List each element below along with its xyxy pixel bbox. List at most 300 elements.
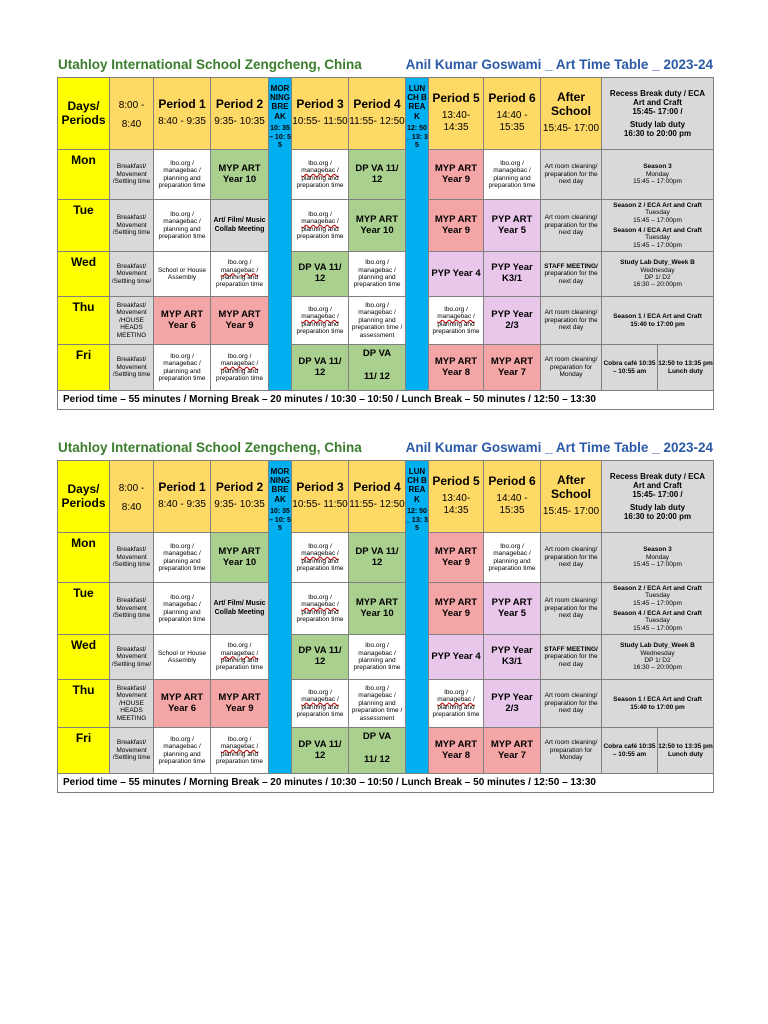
assembly-cell: School or House Assembly — [154, 635, 211, 680]
planning-cell — [349, 252, 406, 297]
study-lab-cell — [602, 635, 714, 680]
staff-meeting-text: preparation for the next day — [544, 270, 598, 285]
day-label: Thu — [58, 297, 110, 345]
managebac-text: managebac / — [301, 696, 339, 704]
class-cell: MYP ART Year 10 — [349, 583, 406, 635]
ibo-text: Ibo.org / — [444, 688, 468, 696]
table-row-fri — [58, 345, 714, 391]
timetable-copy-1 — [57, 57, 713, 410]
season-day: Tuesday — [645, 592, 670, 600]
school-name: Utahloy International School Zengcheng, China — [58, 57, 362, 72]
art-room-cell: Art room cleaning/ preparation for Monday — [541, 728, 602, 774]
first-slot-header — [110, 461, 154, 533]
managebac-text: managebac / — [358, 692, 396, 700]
planning-cell — [349, 680, 406, 728]
planning-text: planning and preparation time — [216, 367, 263, 382]
planning-text: planning and preparation time — [158, 557, 206, 572]
planning-text: planning and preparation time — [488, 174, 536, 189]
timetable-header — [57, 57, 713, 77]
season-time: 15:40 to 17:00 pm — [630, 320, 685, 328]
managebac-text: managebac / — [358, 649, 396, 657]
school-name: Utahloy International School Zengcheng, China — [58, 440, 362, 455]
planning-text: planning and preparation time — [296, 225, 344, 240]
planning-cell — [349, 297, 406, 345]
day-label: Wed — [58, 635, 110, 680]
period-4-header — [349, 78, 406, 150]
planning-cell — [349, 635, 406, 680]
period-5-header — [429, 78, 484, 150]
art-craft-label: Art and Craft — [633, 481, 682, 491]
study-lab-time: 16:30 to 20:00 pm — [623, 128, 692, 138]
managebac-text: managebac / — [163, 167, 201, 175]
managebac-text: managebac / — [301, 218, 339, 226]
season-day: Tuesday — [645, 209, 670, 217]
ibo-text: Ibo.org / — [365, 259, 389, 267]
period-2-label: Period 2 — [215, 480, 264, 495]
managebac-text: managebac / — [437, 313, 475, 321]
class-cell: MYP ART Year 9 — [429, 150, 484, 200]
dp-va-year: 11/ 12 — [364, 370, 390, 382]
period-2-header — [211, 461, 269, 533]
period-1-label: Period 1 — [158, 97, 206, 112]
art-room-cell: Art room cleaning/ preparation for the next day — [541, 150, 602, 200]
cobra-duty-cell: Cobra café 10:35 – 10:55 am — [602, 345, 658, 391]
managebac-text: managebac / — [163, 218, 201, 226]
season-day: Monday — [645, 553, 670, 561]
study-lab-time: 16:30 to 20:00 pm — [623, 511, 692, 521]
timetable-copy-2 — [57, 440, 713, 793]
first-slot-time: 8:00 - 8:40 — [118, 100, 145, 130]
lunch-break-column — [406, 78, 429, 391]
class-cell: PYP Year K3/1 — [484, 635, 541, 680]
day-label: Fri — [58, 728, 110, 774]
planning-text: planning and preparation time — [158, 608, 206, 623]
timetable — [57, 77, 714, 410]
art-craft-time: 15:45- 17:00 / — [632, 107, 683, 117]
table-row-tue — [58, 583, 714, 635]
ibo-text: Ibo.org / — [500, 159, 524, 167]
after-school-time: 15:45- 17:00 — [542, 506, 600, 518]
study-week-time: 16:30 – 20:00pm — [633, 281, 682, 289]
period-5-header — [429, 461, 484, 533]
morning-break-time: 10: 35– 10: 55 — [269, 507, 291, 533]
season-day: Monday — [645, 170, 670, 178]
planning-cell — [154, 728, 211, 774]
managebac-text: managebac / — [493, 550, 531, 558]
class-cell: MYP ART Year 8 — [429, 728, 484, 774]
first-slot-header — [110, 78, 154, 150]
after-school-label: After School — [550, 473, 591, 502]
footer-note: Period time – 55 minutes / Morning Break – 20 minutes / 10:30 – 10:50 / Lunch Break – 50 minutes / 12:50 – 13:30 — [58, 391, 714, 410]
dp-va-label: DP VA — [362, 731, 392, 742]
class-cell: PYP ART Year 5 — [484, 583, 541, 635]
class-cell: PYP Year K3/1 — [484, 252, 541, 297]
managebac-text: managebac / — [220, 266, 259, 274]
planning-text: planning and preparation time — [432, 320, 480, 335]
class-cell: DP VA 11/ 12 — [292, 345, 349, 391]
class-cell: DP VA 11/ 12 — [349, 150, 406, 200]
season-title: Season 1 / ECA Art and Craft — [613, 696, 702, 704]
breakfast-cell: Breakfast/ Movement /HOUSE HEADS MEETING — [110, 297, 154, 345]
ibo-text: Ibo.org / — [365, 642, 389, 650]
planning-cell — [292, 297, 349, 345]
morning-break-time: 10: 35– 10: 55 — [269, 124, 291, 150]
breakfast-cell: Breakfast/ Movement /Settling time — [110, 200, 154, 252]
class-cell — [349, 728, 406, 774]
ibo-text: Ibo.org / — [308, 688, 332, 696]
managebac-text: managebac / — [301, 550, 339, 558]
period-6-time: 14:40 - 15:35 — [496, 492, 528, 517]
period-1-time: 8:40 - 9:35 — [158, 116, 206, 128]
planning-text: planning and preparation time / — [351, 699, 403, 715]
lunch-break-label: LUNCH BREAK — [407, 84, 427, 121]
planning-cell — [484, 150, 541, 200]
day-label: Mon — [58, 150, 110, 200]
period-6-header — [484, 461, 541, 533]
study-week-day: Wednesday — [640, 266, 675, 274]
morning-break-label: MORNING BREAK — [270, 467, 290, 504]
dp-va-year: 11/ 12 — [364, 753, 390, 765]
class-cell: MYP ART Year 6 — [154, 297, 211, 345]
class-cell: MYP ART Year 9 — [211, 680, 269, 728]
period-5-time: 13:40- 14:35 — [441, 492, 471, 517]
lunch-break-column — [406, 461, 429, 774]
eca-cell — [602, 200, 714, 252]
day-label: Tue — [58, 200, 110, 252]
period-5-label: Period 5 — [432, 91, 480, 106]
season-title: Season 4 / ECA Art and Craft — [613, 610, 702, 617]
class-cell: DP VA 11/ 12 — [292, 728, 349, 774]
eca-cell — [602, 533, 714, 583]
managebac-text: managebac / — [220, 649, 259, 657]
ibo-text: Ibo.org / — [308, 593, 332, 601]
footer-row — [58, 391, 714, 410]
class-cell: MYP ART Year 9 — [429, 533, 484, 583]
planning-text: planning and preparation time — [488, 557, 536, 572]
planning-text: planning and preparation time — [353, 657, 401, 672]
breakfast-cell: Breakfast/ Movement /Settling time/ — [110, 635, 154, 680]
class-cell: MYP ART Year 9 — [429, 583, 484, 635]
planning-cell — [154, 345, 211, 391]
planning-text: planning and preparation time — [158, 225, 206, 240]
season-time: 15:45 – 17:00pm — [633, 241, 682, 249]
season-time: 15:45 – 17:00pm — [633, 178, 682, 186]
table-row-mon — [58, 150, 714, 200]
recess-duty-label: Recess Break duty / ECA — [609, 472, 706, 482]
period-4-label: Period 4 — [353, 480, 401, 495]
assessment-text: assessment — [359, 331, 395, 339]
timetable-title: Anil Kumar Goswami _ Art Time Table _ 2023-24 — [405, 57, 713, 72]
eca-cell — [602, 150, 714, 200]
lunch-duty-cell: 12:50 to 13:35 pm Lunch duty — [658, 728, 714, 774]
planning-cell — [154, 583, 211, 635]
eca-cell — [602, 583, 714, 635]
table-row-thu — [58, 680, 714, 728]
planning-text: planning and preparation time — [296, 557, 344, 572]
planning-text: planning and preparation time — [216, 657, 263, 672]
managebac-text: managebac / — [220, 360, 259, 368]
ibo-text: Ibo.org / — [365, 684, 389, 692]
study-week-dp: DP 1/ D2 — [644, 274, 671, 281]
study-week-time: 16:30 – 20:00pm — [633, 664, 682, 672]
class-cell: DP VA 11/ 12 — [349, 533, 406, 583]
ibo-text: Ibo.org / — [227, 735, 252, 743]
ibo-text: Ibo.org / — [170, 159, 194, 167]
season-title: Season 3 — [643, 163, 672, 171]
staff-meeting-label: STAFF MEETING/ — [544, 645, 598, 653]
lunch-duty-cell: 12:50 to 13:35 pm Lunch duty — [658, 345, 714, 391]
period-3-time: 10:55- 11:50 — [292, 499, 348, 511]
period-6-label: Period 6 — [488, 91, 536, 106]
period-4-header — [349, 461, 406, 533]
days-periods-header: Days/ Periods — [58, 461, 110, 533]
ibo-text: Ibo.org / — [308, 542, 332, 550]
period-4-time: 11:55- 12:50 — [349, 499, 405, 511]
class-cell — [349, 345, 406, 391]
study-week-title: Study Lab Duty_Week B — [620, 259, 695, 267]
planning-text: planning and preparation time — [296, 703, 344, 718]
footer-note: Period time – 55 minutes / Morning Break – 20 minutes / 10:30 – 10:50 / Lunch Break – 50 minutes / 12:50 – 13:30 — [58, 774, 714, 793]
class-cell: MYP ART Year 8 — [429, 345, 484, 391]
planning-cell — [429, 680, 484, 728]
meeting-cell: Art/ Film/ Music Collab Meeting — [211, 583, 269, 635]
planning-text: planning and preparation time / — [351, 316, 403, 332]
period-3-header — [292, 78, 349, 150]
class-cell: PYP ART Year 5 — [484, 200, 541, 252]
study-week-title: Study Lab Duty_Week B — [620, 642, 695, 650]
managebac-text: managebac / — [163, 601, 201, 609]
period-6-label: Period 6 — [488, 474, 536, 489]
class-cell: MYP ART Year 10 — [211, 533, 269, 583]
managebac-text: managebac / — [301, 167, 339, 175]
class-cell: DP VA 11/ 12 — [292, 635, 349, 680]
ibo-text: Ibo.org / — [227, 259, 252, 267]
art-room-cell: Art room cleaning/ preparation for the next day — [541, 583, 602, 635]
study-lab-label: Study lab duty — [629, 119, 686, 129]
managebac-text: managebac / — [163, 550, 201, 558]
table-row-tue — [58, 200, 714, 252]
duty-header — [602, 78, 714, 150]
day-label: Thu — [58, 680, 110, 728]
after-school-label: After School — [550, 90, 591, 119]
after-school-header — [541, 461, 602, 533]
planning-text: planning and preparation time — [296, 174, 344, 189]
ibo-text: Ibo.org / — [170, 593, 194, 601]
class-cell: MYP ART Year 7 — [484, 728, 541, 774]
planning-cell — [211, 252, 269, 297]
duty-header — [602, 461, 714, 533]
morning-break-column — [269, 78, 292, 391]
season-time: 15:45 – 17:00pm — [633, 216, 682, 224]
planning-text: planning and preparation time — [296, 320, 344, 335]
ibo-text: Ibo.org / — [170, 210, 194, 218]
meeting-cell: Art/ Film/ Music Collab Meeting — [211, 200, 269, 252]
planning-cell — [211, 635, 269, 680]
staff-meeting-text: preparation for the next day — [544, 653, 598, 668]
season-day: Tuesday — [645, 234, 670, 242]
season-title: Season 3 — [643, 546, 672, 554]
class-cell: MYP ART Year 9 — [429, 200, 484, 252]
cobra-duty-cell: Cobra café 10:35 – 10:55 am — [602, 728, 658, 774]
period-2-label: Period 2 — [215, 97, 264, 112]
breakfast-cell: Breakfast/ Movement /Settling time — [110, 345, 154, 391]
class-cell: MYP ART Year 9 — [211, 297, 269, 345]
class-cell: MYP ART Year 10 — [349, 200, 406, 252]
after-school-header — [541, 78, 602, 150]
class-cell: PYP Year 4 — [429, 252, 484, 297]
class-cell: MYP ART Year 6 — [154, 680, 211, 728]
period-1-label: Period 1 — [158, 480, 206, 495]
period-2-time: 9:35- 10:35 — [214, 116, 265, 128]
managebac-text: managebac / — [358, 266, 396, 274]
planning-text: planning and preparation time — [216, 750, 263, 765]
period-6-header — [484, 78, 541, 150]
staff-meeting-label: STAFF MEETING/ — [544, 262, 598, 270]
planning-cell — [292, 150, 349, 200]
breakfast-cell: Breakfast/ Movement /Settling time — [110, 728, 154, 774]
first-slot-time: 8:00 - 8:40 — [118, 483, 145, 513]
header-row — [58, 78, 714, 150]
managebac-text: managebac / — [437, 696, 475, 704]
period-1-header — [154, 78, 211, 150]
table-row-wed — [58, 252, 714, 297]
planning-text: planning and preparation time — [432, 703, 480, 718]
breakfast-cell: Breakfast/ Movement /HOUSE HEADS MEETING — [110, 680, 154, 728]
period-4-label: Period 4 — [353, 97, 401, 112]
day-label: Fri — [58, 345, 110, 391]
class-cell: PYP Year 4 — [429, 635, 484, 680]
lunch-break-time: 12: 50 _ 13: 35 — [406, 124, 428, 150]
period-5-time: 13:40- 14:35 — [441, 109, 471, 134]
class-cell: MYP ART Year 10 — [211, 150, 269, 200]
ibo-text: Ibo.org / — [170, 352, 194, 360]
planning-cell — [154, 150, 211, 200]
planning-cell — [429, 297, 484, 345]
eca-cell — [602, 297, 714, 345]
study-week-dp: DP 1/ D2 — [644, 657, 671, 664]
art-room-cell: Art room cleaning/ preparation for the next day — [541, 297, 602, 345]
period-1-header — [154, 461, 211, 533]
study-lab-cell — [602, 252, 714, 297]
managebac-text: managebac / — [163, 360, 201, 368]
art-craft-label: Art and Craft — [633, 98, 682, 108]
season-time: 15:40 to 17:00 pm — [630, 703, 685, 711]
ibo-text: Ibo.org / — [308, 305, 332, 313]
managebac-text: managebac / — [493, 167, 531, 175]
table-row-wed — [58, 635, 714, 680]
planning-cell — [154, 200, 211, 252]
managebac-text: managebac / — [163, 743, 201, 751]
lunch-break-time: 12: 50 _ 13: 35 — [406, 507, 428, 533]
art-room-cell: Art room cleaning/ preparation for the next day — [541, 533, 602, 583]
planning-cell — [292, 200, 349, 252]
ibo-text: Ibo.org / — [308, 210, 332, 218]
managebac-text: managebac / — [301, 313, 339, 321]
study-lab-label: Study lab duty — [629, 502, 686, 512]
table-row-thu — [58, 297, 714, 345]
managebac-text: managebac / — [358, 309, 396, 317]
managebac-text: managebac / — [301, 601, 339, 609]
day-label: Mon — [58, 533, 110, 583]
period-3-label: Period 3 — [296, 97, 344, 112]
period-3-time: 10:55- 11:50 — [292, 116, 348, 128]
days-periods-header: Days/ Periods — [58, 78, 110, 150]
staff-meeting-cell — [541, 635, 602, 680]
period-2-header — [211, 78, 269, 150]
season-title: Season 2 / ECA Art and Craft — [613, 201, 702, 209]
art-craft-time: 15:45- 17:00 / — [632, 490, 683, 500]
season-day: Tuesday — [645, 617, 670, 625]
managebac-text: managebac / — [220, 743, 259, 751]
assembly-cell: School or House Assembly — [154, 252, 211, 297]
breakfast-cell: Breakfast/ Movement /Settling time — [110, 583, 154, 635]
planning-cell — [154, 533, 211, 583]
morning-break-column — [269, 461, 292, 774]
breakfast-cell: Breakfast/ Movement /Settling time — [110, 533, 154, 583]
ibo-text: Ibo.org / — [308, 159, 332, 167]
staff-meeting-cell — [541, 252, 602, 297]
planning-cell — [211, 345, 269, 391]
study-week-day: Wednesday — [640, 649, 675, 657]
timetable-header — [57, 440, 713, 460]
footer-row — [58, 774, 714, 793]
art-room-cell: Art room cleaning/ preparation for Monday — [541, 345, 602, 391]
ibo-text: Ibo.org / — [170, 542, 194, 550]
planning-cell — [211, 728, 269, 774]
breakfast-cell: Breakfast/ Movement /Settling time/ — [110, 252, 154, 297]
period-6-time: 14:40 - 15:35 — [496, 109, 528, 134]
season-time: 15:45 – 17:00pm — [633, 624, 682, 632]
planning-text: planning and preparation time — [353, 274, 401, 289]
day-label: Tue — [58, 583, 110, 635]
class-cell: DP VA 11/ 12 — [292, 252, 349, 297]
season-title: Season 1 / ECA Art and Craft — [613, 313, 702, 321]
after-school-time: 15:45- 17:00 — [542, 123, 600, 135]
season-title: Season 2 / ECA Art and Craft — [613, 584, 702, 592]
ibo-text: Ibo.org / — [227, 642, 252, 650]
period-2-time: 9:35- 10:35 — [214, 499, 265, 511]
season-title: Season 4 / ECA Art and Craft — [613, 227, 702, 234]
class-cell: PYP Year 2/3 — [484, 680, 541, 728]
art-room-cell: Art room cleaning/ preparation for the next day — [541, 200, 602, 252]
timetable-title: Anil Kumar Goswami _ Art Time Table _ 2023-24 — [405, 440, 713, 455]
period-4-time: 11:55- 12:50 — [349, 116, 405, 128]
period-3-header — [292, 461, 349, 533]
ibo-text: Ibo.org / — [365, 301, 389, 309]
period-5-label: Period 5 — [432, 474, 480, 489]
timetable — [57, 460, 714, 793]
table-row-fri — [58, 728, 714, 774]
day-label: Wed — [58, 252, 110, 297]
planning-text: planning and preparation time — [158, 174, 206, 189]
class-cell: MYP ART Year 7 — [484, 345, 541, 391]
period-1-time: 8:40 - 9:35 — [158, 499, 206, 511]
morning-break-label: MORNING BREAK — [270, 84, 290, 121]
art-room-cell: Art room cleaning/ preparation for the next day — [541, 680, 602, 728]
period-3-label: Period 3 — [296, 480, 344, 495]
ibo-text: Ibo.org / — [500, 542, 524, 550]
planning-cell — [292, 533, 349, 583]
planning-text: planning and preparation time — [216, 274, 263, 289]
table-row-mon — [58, 533, 714, 583]
planning-text: planning and preparation time — [158, 750, 206, 765]
planning-text: planning and preparation time — [296, 608, 344, 623]
breakfast-cell: Breakfast/ Movement /Settling time — [110, 150, 154, 200]
eca-cell — [602, 680, 714, 728]
assessment-text: assessment — [359, 714, 395, 722]
season-time: 15:45 – 17:00pm — [633, 561, 682, 569]
planning-text: planning and preparation time — [158, 367, 206, 382]
